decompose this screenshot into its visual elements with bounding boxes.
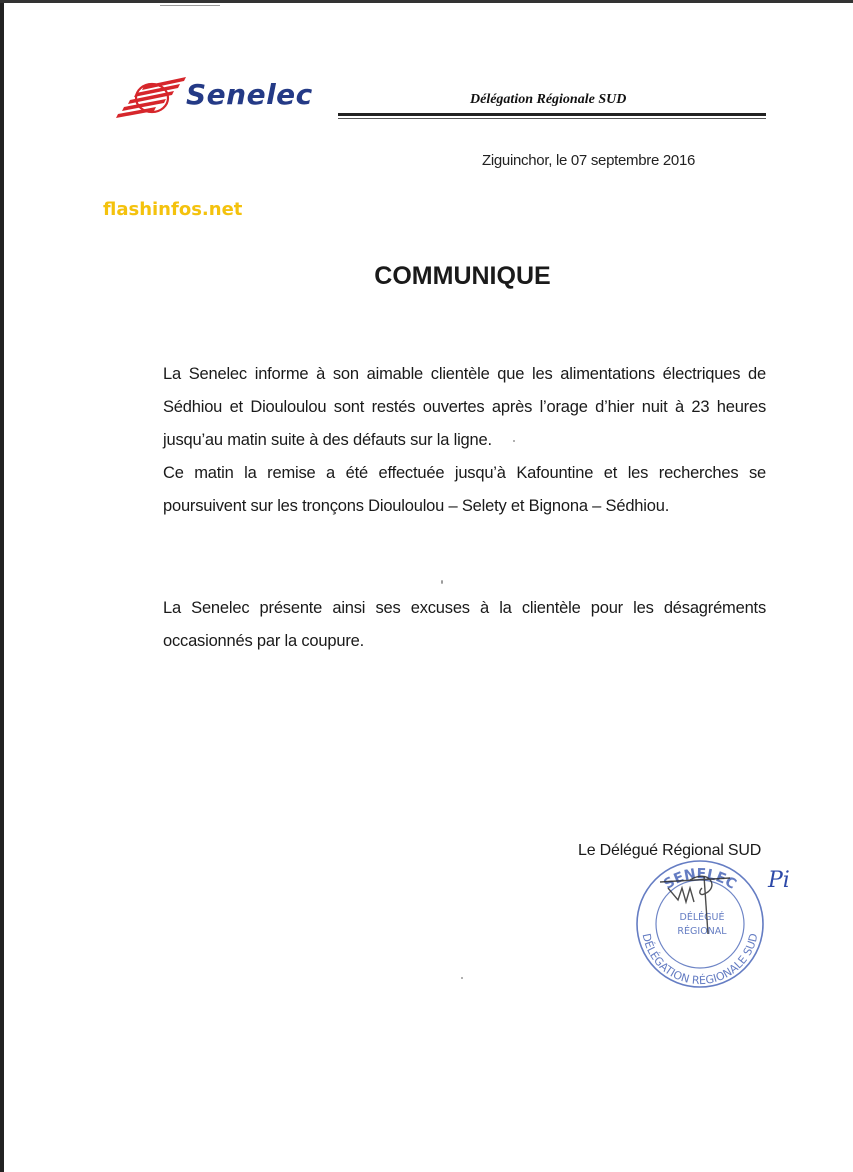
header-rule xyxy=(338,113,766,116)
scan-edge-left xyxy=(0,0,4,1172)
handwritten-initials: Pi xyxy=(768,868,790,893)
svg-text:DÉLÉGATION RÉGIONALE SUD xyxy=(640,932,761,987)
page-title: COMMUNIQUE xyxy=(374,262,551,290)
scan-speck xyxy=(461,977,463,979)
delegation-heading: Délégation Régionale SUD xyxy=(470,92,627,107)
scan-edge-top xyxy=(0,0,853,3)
official-stamp xyxy=(620,858,780,998)
stamp-inner-line-2: RÉGIONAL xyxy=(677,926,727,937)
date-line: Ziguinchor, le 07 septembre 2016 xyxy=(482,152,696,169)
body-section-1 xyxy=(163,358,766,523)
scan-speck xyxy=(441,580,443,584)
header-rule-thin xyxy=(338,118,766,119)
scan-speck xyxy=(513,440,515,442)
senelec-logo-icon xyxy=(116,74,186,120)
logo-text: Senelec xyxy=(186,78,313,111)
senelec-logo xyxy=(116,72,336,122)
paragraph-3: La Senelec présente ainsi ses excuses à la clientèle pour les désagréments occasionnés par la coupure. xyxy=(163,599,766,650)
stamp-outer-text: SENELEC xyxy=(661,866,739,893)
stamp-ring-text: DÉLÉGATION RÉGIONALE SUD xyxy=(639,932,761,988)
signatory-title: Le Délégué Régional SUD xyxy=(578,842,762,859)
watermark: flashinfos.net xyxy=(103,199,243,220)
scan-edge-top-mark xyxy=(160,5,220,6)
body-section-2 xyxy=(163,592,766,658)
stamp-inner-line-1: DÉLÉGUÉ xyxy=(679,912,725,923)
paragraph-2: Ce matin la remise a été effectuée jusqu’à Kafountine et les recherches se poursuivent sur les tronçons Diouloulou – Selety et Bignona – Sédhiou. xyxy=(163,464,766,515)
paragraph-1: La Senelec informe à son aimable clientèle que les alimentations électriques de Sédhiou et Diouloulou sont restés ouvertes après l’orage d’hier nuit à 23 heures jusqu’au matin suite à des défauts sur la ligne. xyxy=(163,365,766,449)
